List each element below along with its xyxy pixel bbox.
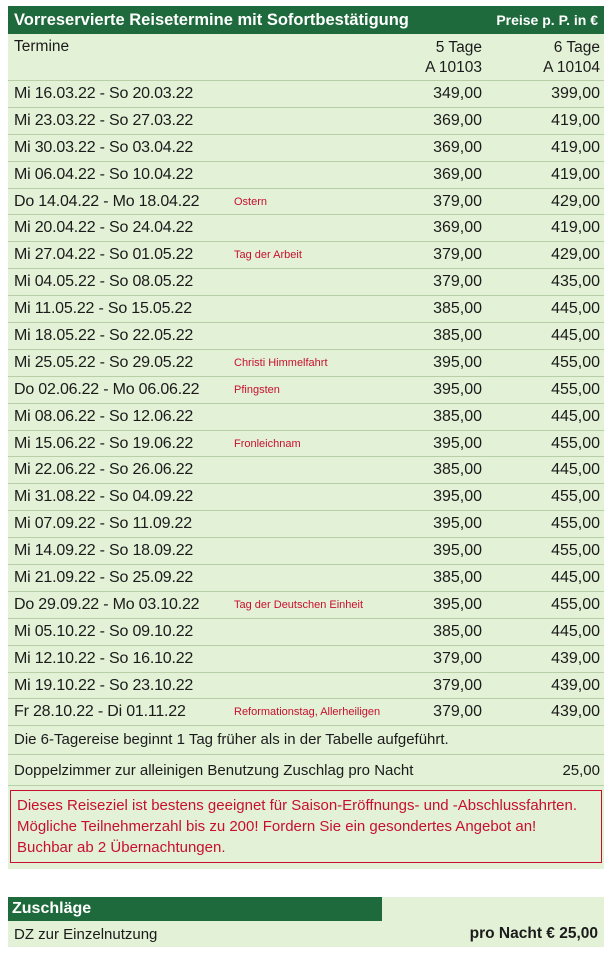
column-6-days-label: 6 Tage xyxy=(553,39,600,56)
table-row xyxy=(8,699,604,726)
row-date: Mi 30.03.22 - So 03.04.22 xyxy=(14,138,194,156)
row-price-5-days: 379,00 xyxy=(433,273,482,291)
row-price-6-days: 445,00 xyxy=(551,326,600,344)
zuschlaege-row xyxy=(8,921,604,947)
row-price-6-days: 399,00 xyxy=(551,84,600,102)
table-row xyxy=(8,673,604,700)
row-price-6-days: 439,00 xyxy=(551,649,600,667)
row-date: Mi 12.10.22 - So 16.10.22 xyxy=(14,649,194,667)
table-row xyxy=(8,269,604,296)
table-row xyxy=(8,377,604,404)
row-holiday-note: Tag der Arbeit xyxy=(234,249,302,262)
dz-surcharge-value: 25,00 xyxy=(562,761,600,779)
table-row xyxy=(8,404,604,431)
row-date: Mi 21.09.22 - So 25.09.22 xyxy=(14,568,194,586)
row-date: Mi 31.08.22 - So 04.09.22 xyxy=(14,488,194,506)
row-price-5-days: 395,00 xyxy=(433,515,482,533)
row-price-6-days: 429,00 xyxy=(551,192,600,210)
table-row xyxy=(8,538,604,565)
notice-box xyxy=(10,790,602,863)
row-price-5-days: 379,00 xyxy=(433,676,482,694)
notice-line: Buchbar ab 2 Übernachtungen. xyxy=(17,839,226,857)
row-price-5-days: 395,00 xyxy=(433,434,482,452)
table-row xyxy=(8,565,604,592)
row-price-5-days: 369,00 xyxy=(433,165,482,183)
table-row xyxy=(8,592,604,619)
column-header-5-tage xyxy=(368,34,486,80)
table-title: Vorreservierte Reisetermine mit Sofortbestätigung xyxy=(8,6,414,34)
row-price-5-days: 369,00 xyxy=(433,111,482,129)
row-price-6-days: 445,00 xyxy=(551,461,600,479)
row-price-5-days: 395,00 xyxy=(433,353,482,371)
price-table xyxy=(8,6,604,869)
row-date: Mi 20.04.22 - So 24.04.22 xyxy=(14,219,194,237)
row-price-5-days: 379,00 xyxy=(433,703,482,721)
row-date: Mi 18.05.22 - So 22.05.22 xyxy=(14,326,194,344)
notice-line: Mögliche Teilnehmerzahl bis zu 200! Fordern Sie ein gesondertes Angebot an! xyxy=(17,818,537,836)
row-date: Mi 08.06.22 - So 12.06.22 xyxy=(14,407,194,425)
row-holiday-note: Fronleichnam xyxy=(234,437,301,450)
price-unit-label: Preise p. P. in € xyxy=(414,6,604,34)
row-date: Mi 25.05.22 - So 29.05.22 xyxy=(14,353,194,371)
row-price-5-days: 369,00 xyxy=(433,138,482,156)
row-price-5-days: 385,00 xyxy=(433,300,482,318)
row-date: Mi 05.10.22 - So 09.10.22 xyxy=(14,622,194,640)
row-price-6-days: 455,00 xyxy=(551,542,600,560)
notice-line: Dieses Reiseziel ist bestens geeignet für Saison-Eröffnungs- und -Abschlussfahrten. xyxy=(17,797,578,815)
row-price-5-days: 379,00 xyxy=(433,246,482,264)
row-date: Mi 14.09.22 - So 18.09.22 xyxy=(14,542,194,560)
zuschlaege-title: Zuschläge xyxy=(8,897,382,921)
row-price-5-days: 385,00 xyxy=(433,568,482,586)
table-row xyxy=(8,350,604,377)
row-price-5-days: 369,00 xyxy=(433,219,482,237)
row-price-6-days: 455,00 xyxy=(551,515,600,533)
table-row xyxy=(8,242,604,269)
row-price-6-days: 455,00 xyxy=(551,595,600,613)
row-price-6-days: 419,00 xyxy=(551,138,600,156)
row-price-6-days: 455,00 xyxy=(551,380,600,398)
row-price-6-days: 445,00 xyxy=(551,622,600,640)
row-price-5-days: 385,00 xyxy=(433,326,482,344)
row-price-5-days: 395,00 xyxy=(433,542,482,560)
dz-surcharge-label: Doppelzimmer zur alleinigen Benutzung Zuschlag pro Nacht xyxy=(14,761,414,779)
row-date: Mi 16.03.22 - So 20.03.22 xyxy=(14,84,194,102)
column-header-termine: Termine xyxy=(14,38,70,55)
row-price-5-days: 395,00 xyxy=(433,380,482,398)
table-row xyxy=(8,646,604,673)
row-price-6-days: 429,00 xyxy=(551,246,600,264)
table-row xyxy=(8,108,604,135)
column-5-code: A 10103 xyxy=(425,59,482,76)
row-price-5-days: 379,00 xyxy=(433,192,482,210)
row-price-6-days: 455,00 xyxy=(551,353,600,371)
row-price-6-days: 419,00 xyxy=(551,165,600,183)
row-price-6-days: 445,00 xyxy=(551,407,600,425)
table-row xyxy=(8,296,604,323)
spacer xyxy=(8,863,604,869)
row-price-6-days: 445,00 xyxy=(551,568,600,586)
row-date: Mi 22.06.22 - So 26.06.22 xyxy=(14,461,194,479)
row-price-5-days: 395,00 xyxy=(433,595,482,613)
row-date: Mi 04.05.22 - So 08.05.22 xyxy=(14,273,194,291)
row-price-5-days: 379,00 xyxy=(433,649,482,667)
zuschlaege-section xyxy=(8,897,604,947)
column-headers xyxy=(8,34,604,81)
row-date: Mi 11.05.22 - So 15.05.22 xyxy=(14,300,192,318)
row-price-6-days: 455,00 xyxy=(551,488,600,506)
column-6-code: A 10104 xyxy=(543,59,600,76)
row-date: Mi 23.03.22 - So 27.03.22 xyxy=(14,111,194,129)
row-date: Mi 06.04.22 - So 10.04.22 xyxy=(14,165,194,183)
row-date: Do 02.06.22 - Mo 06.06.22 xyxy=(14,380,200,398)
info-line: Die 6-Tagereise beginnt 1 Tag früher als in der Tabelle aufgeführt. xyxy=(8,726,604,755)
row-price-5-days: 385,00 xyxy=(433,407,482,425)
row-price-6-days: 439,00 xyxy=(551,703,600,721)
row-price-5-days: 385,00 xyxy=(433,622,482,640)
table-row xyxy=(8,323,604,350)
row-holiday-note: Pfingsten xyxy=(234,383,280,396)
table-row xyxy=(8,81,604,108)
table-row xyxy=(8,135,604,162)
row-date: Do 29.09.22 - Mo 03.10.22 xyxy=(14,595,200,613)
row-date: Mi 19.10.22 - So 23.10.22 xyxy=(14,676,194,694)
row-holiday-note: Ostern xyxy=(234,195,268,208)
row-date: Fr 28.10.22 - Di 01.11.22 xyxy=(14,703,186,721)
row-price-6-days: 419,00 xyxy=(551,219,600,237)
row-date: Mi 07.09.22 - So 11.09.22 xyxy=(14,515,192,533)
table-row xyxy=(8,619,604,646)
row-date: Mi 27.04.22 - So 01.05.22 xyxy=(14,246,194,264)
row-price-6-days: 435,00 xyxy=(551,273,600,291)
date-rows xyxy=(8,81,604,726)
row-holiday-note: Tag der Deutschen Einheit xyxy=(234,598,364,611)
row-price-6-days: 439,00 xyxy=(551,676,600,694)
table-body xyxy=(8,34,604,869)
zuschlaege-label: DZ zur Einzelnutzung xyxy=(14,925,158,943)
column-header-6-tage xyxy=(486,34,604,80)
table-row xyxy=(8,215,604,242)
row-price-6-days: 419,00 xyxy=(551,111,600,129)
zuschlaege-header xyxy=(8,897,604,921)
table-row xyxy=(8,431,604,458)
table-row xyxy=(8,162,604,189)
table-row xyxy=(8,189,604,216)
table-row xyxy=(8,457,604,484)
row-holiday-note: Christi Himmelfahrt xyxy=(234,356,328,369)
row-price-6-days: 455,00 xyxy=(551,434,600,452)
row-price-5-days: 349,00 xyxy=(433,84,482,102)
column-5-days-label: 5 Tage xyxy=(435,39,482,56)
dz-surcharge-line xyxy=(8,755,604,786)
table-header xyxy=(8,6,604,34)
zuschlaege-value: pro Nacht € 25,00 xyxy=(469,925,598,942)
row-price-6-days: 445,00 xyxy=(551,300,600,318)
zuschlaege-header-fill xyxy=(382,897,604,921)
table-row xyxy=(8,484,604,511)
row-date: Mi 15.06.22 - So 19.06.22 xyxy=(14,434,194,452)
row-holiday-note: Reformationstag, Allerheiligen xyxy=(234,706,381,719)
row-date: Do 14.04.22 - Mo 18.04.22 xyxy=(14,192,200,210)
row-price-5-days: 385,00 xyxy=(433,461,482,479)
table-row xyxy=(8,511,604,538)
row-price-5-days: 395,00 xyxy=(433,488,482,506)
